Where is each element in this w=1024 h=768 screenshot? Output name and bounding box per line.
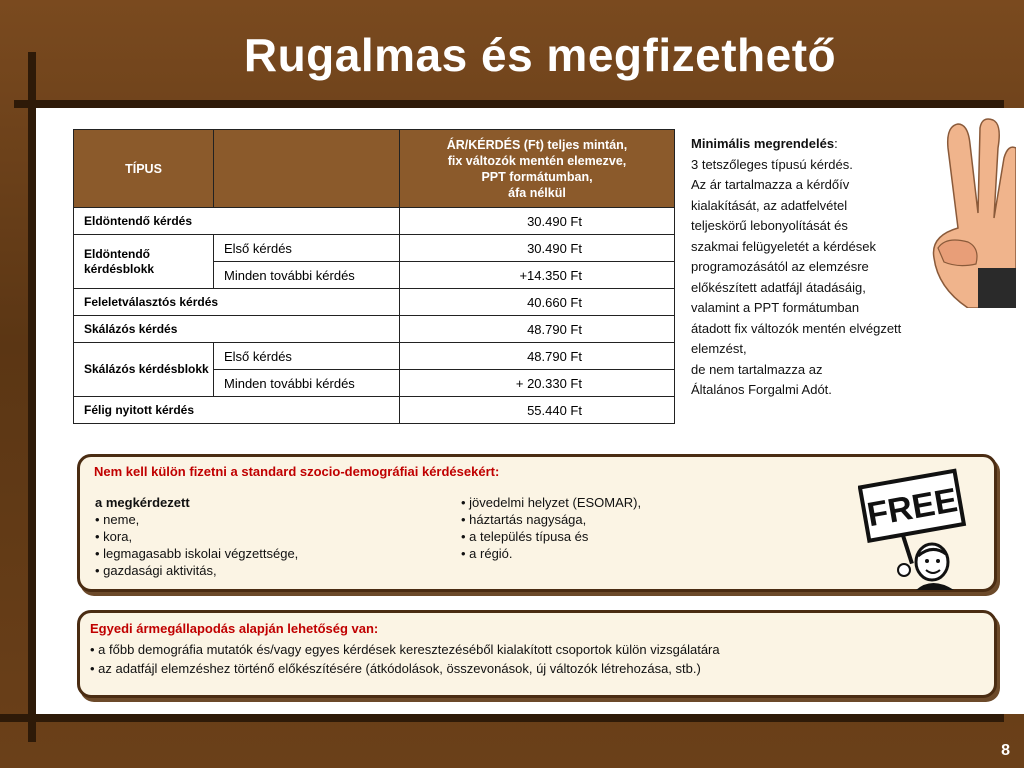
min-order-line: Az ár tartalmazza a kérdőív bbox=[691, 177, 850, 192]
top-rail bbox=[14, 100, 1004, 108]
list-item: • legmagasabb iskolai végzettsége, bbox=[95, 546, 299, 561]
three-fingers-hand-icon bbox=[918, 118, 1016, 308]
free-demographics-heading: Nem kell külön fizetni a standard szocio-demográfiai kérdésekért: bbox=[94, 464, 500, 479]
custom-pricing-list bbox=[90, 640, 720, 678]
row-price: 40.660 Ft bbox=[400, 289, 675, 316]
min-order-line: de nem tartalmazza az bbox=[691, 361, 823, 377]
row-sub: Első kérdés bbox=[214, 343, 400, 370]
row-price: 30.490 Ft bbox=[400, 235, 675, 262]
table-row bbox=[74, 316, 675, 343]
demographics-lead: a megkérdezett bbox=[95, 495, 190, 510]
table-row bbox=[74, 235, 675, 262]
list-item: • kora, bbox=[95, 529, 133, 544]
list-item: • a főbb demográfia mutatók és/vagy egyes kérdések keresztezéséből kialakított csoportok külön vizsgálatára bbox=[90, 642, 720, 657]
min-order-label: Minimális megrendelés bbox=[691, 136, 835, 151]
row-type: Eldöntendő kérdés bbox=[74, 208, 400, 235]
header-price-line: PPT formátumban, bbox=[481, 169, 593, 184]
row-price: +14.350 Ft bbox=[400, 262, 675, 289]
min-order-line: Általános Forgalmi Adót. bbox=[691, 382, 832, 397]
row-type: Feleletválasztós kérdés bbox=[74, 289, 400, 316]
demographics-right-list bbox=[461, 494, 641, 562]
table-row bbox=[74, 397, 675, 424]
row-price: + 20.330 Ft bbox=[400, 370, 675, 397]
free-sign-text: FREE bbox=[864, 481, 961, 535]
header-price-line: áfa nélkül bbox=[508, 185, 566, 200]
min-order-colon: : bbox=[834, 136, 838, 151]
list-item: • az adatfájl elemzéshez történő előkészítésére (átkódolások, összevonások, új változók létrehozása, stb.) bbox=[90, 661, 701, 676]
min-order-line: szakmai felügyeletét a kérdések bbox=[691, 238, 876, 254]
header-price-line: ÁR/KÉRDÉS (Ft) teljes mintán, bbox=[446, 137, 628, 152]
table-header-row bbox=[74, 130, 675, 208]
row-type: Eldöntendő kérdésblokk bbox=[74, 235, 214, 289]
min-order-line: előkészített adatfájl átadásáig, bbox=[691, 279, 866, 295]
row-type: Skálázós kérdésblokk bbox=[74, 343, 214, 397]
table-row bbox=[74, 343, 675, 370]
min-order-line: programozásától az elemzésre bbox=[691, 259, 869, 274]
price-table bbox=[73, 129, 675, 424]
row-sub: Első kérdés bbox=[214, 235, 400, 262]
row-type: Félig nyitott kérdés bbox=[74, 397, 400, 424]
list-item: • a régió. bbox=[461, 546, 513, 561]
min-order-line: kialakítását, az adatfelvétel bbox=[691, 197, 848, 213]
page-number: 8 bbox=[1001, 742, 1010, 759]
custom-pricing-heading: Egyedi ármegállapodás alapján lehetőség van: bbox=[90, 621, 379, 636]
list-item: • gazdasági aktivitás, bbox=[95, 563, 217, 578]
vertical-rail bbox=[28, 52, 36, 742]
free-sign-man-icon bbox=[858, 466, 974, 590]
min-order-line: teljeskörű lebonyolítását és bbox=[691, 218, 848, 233]
demographics-left-list bbox=[95, 494, 298, 579]
slide-title: Rugalmas és megfizethető bbox=[243, 29, 837, 81]
row-sub: Minden további kérdés bbox=[214, 262, 400, 289]
min-order-line: valamint a PPT formátumban bbox=[691, 300, 860, 315]
list-item: • neme, bbox=[95, 512, 140, 527]
min-order-line: 3 tetszőleges típusú kérdés. bbox=[691, 156, 853, 172]
row-price: 48.790 Ft bbox=[400, 316, 675, 343]
list-item: • jövedelmi helyzet (ESOMAR), bbox=[461, 495, 642, 510]
min-order-line: átadott fix változók mentén elvégzett bbox=[691, 320, 902, 336]
row-price: 48.790 Ft bbox=[400, 343, 675, 370]
table-row bbox=[74, 289, 675, 316]
row-price: 30.490 Ft bbox=[400, 208, 675, 235]
min-order-line: elemzést, bbox=[691, 341, 747, 356]
row-type: Skálázós kérdés bbox=[74, 316, 400, 343]
list-item: • a település típusa és bbox=[461, 529, 589, 544]
row-price: 55.440 Ft bbox=[400, 397, 675, 424]
header-price bbox=[400, 130, 675, 208]
header-sub bbox=[214, 130, 400, 208]
header-type: TÍPUS bbox=[74, 130, 214, 208]
custom-pricing-box bbox=[77, 610, 997, 698]
table-row bbox=[74, 208, 675, 235]
bottom-rail bbox=[0, 714, 1004, 722]
row-sub: Minden további kérdés bbox=[214, 370, 400, 397]
list-item: • háztartás nagysága, bbox=[461, 512, 587, 527]
header-price-line: fix változók mentén elemezve, bbox=[447, 153, 627, 168]
